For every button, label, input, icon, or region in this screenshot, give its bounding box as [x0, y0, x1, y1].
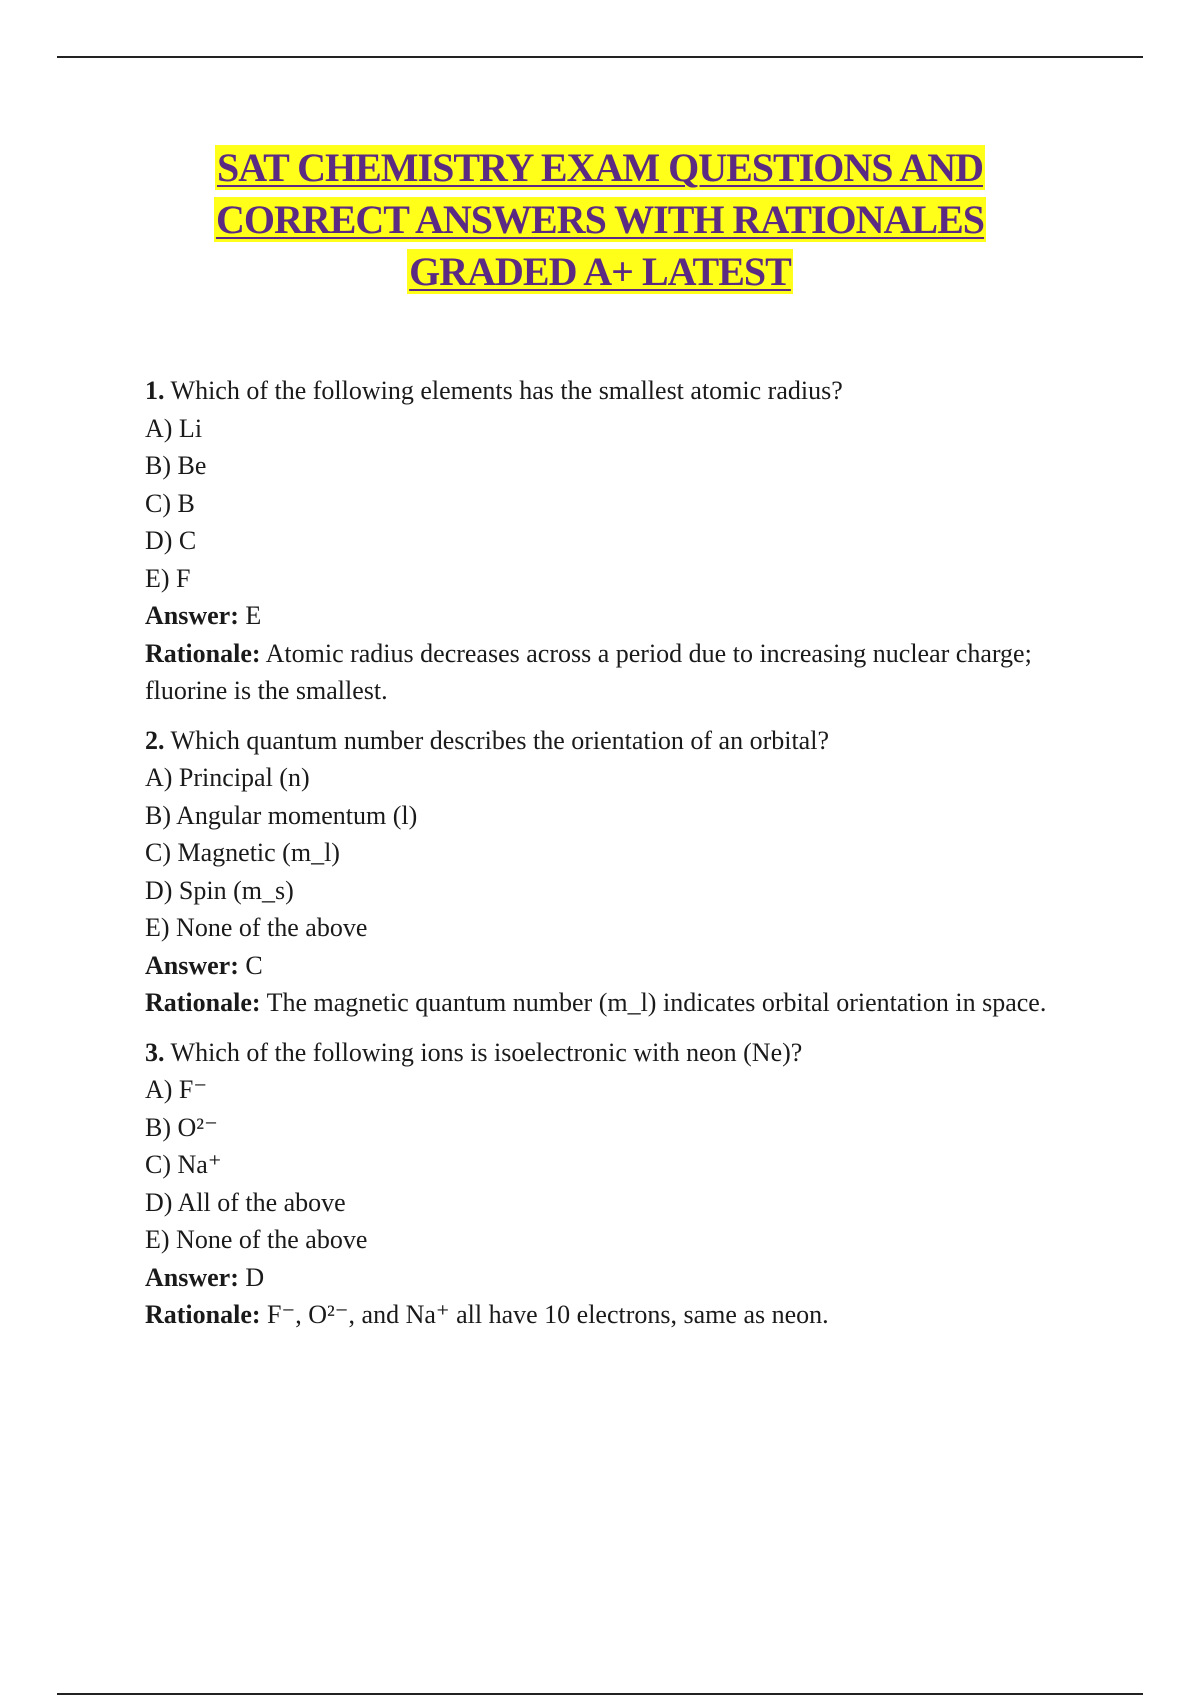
rationale-label: Rationale: — [145, 1300, 261, 1329]
question-1-answer — [145, 597, 1050, 635]
question-2 — [145, 722, 1050, 1022]
rationale-label: Rationale: — [145, 638, 261, 668]
question-3-answer — [145, 1259, 1050, 1297]
question-2-rationale-text: The magnetic quantum number (m_l) indicates orbital orientation in space. — [266, 988, 1047, 1017]
question-1 — [145, 372, 1050, 710]
question-3-option-b: B) O²⁻ — [145, 1112, 218, 1142]
answer-label: Answer: — [145, 601, 239, 630]
answer-label: Answer: — [145, 950, 239, 980]
question-2-text — [145, 722, 1050, 760]
bottom-rule — [57, 1693, 1143, 1695]
question-1-option-a: A) Li — [145, 413, 203, 443]
question-3-option-a: A) F⁻ — [145, 1075, 208, 1104]
question-2-option-c: C) Magnetic (m_l) — [145, 838, 340, 867]
question-1-option-d: D) C — [145, 526, 197, 555]
question-3-prompt: Which of the following ions is isoelectronic with neon (Ne)? — [170, 1037, 803, 1067]
document-title — [0, 142, 1200, 298]
question-1-rationale — [145, 635, 1050, 710]
title-line-1: SAT CHEMISTRY EXAM QUESTIONS AND — [216, 145, 983, 190]
question-list — [145, 372, 1050, 1346]
question-3-rationale — [145, 1296, 1050, 1334]
question-1-rationale-text: Atomic radius decreases across a period due to increasing nuclear charge; fluorine is the smallest. — [145, 638, 1032, 705]
question-2-answer-value: C — [245, 950, 263, 980]
question-2-prompt: Which quantum number describes the orientation of an orbital? — [170, 725, 829, 755]
question-3-option-c: C) Na⁺ — [145, 1150, 222, 1179]
question-3-option-e: E) None of the above — [145, 1225, 368, 1254]
question-2-option-b: B) Angular momentum (l) — [145, 800, 418, 830]
question-1-option-e: E) F — [145, 563, 191, 593]
question-3 — [145, 1034, 1050, 1334]
title-line-2: CORRECT ANSWERS WITH RATIONALES — [215, 197, 985, 242]
top-rule — [57, 56, 1143, 58]
question-2-answer — [145, 947, 1050, 985]
question-3-text — [145, 1034, 1050, 1072]
question-1-answer-value: E — [245, 601, 262, 630]
title-line-3: GRADED A+ LATEST — [409, 249, 791, 294]
question-3-option-d: D) All of the above — [145, 1187, 346, 1217]
question-1-prompt: Which of the following elements has the smallest atomic radius? — [170, 376, 843, 405]
question-1-text — [145, 372, 1050, 410]
question-1-number: 1. — [145, 376, 165, 405]
question-3-answer-value: D — [245, 1262, 265, 1292]
rationale-label: Rationale: — [145, 988, 261, 1017]
question-2-option-a: A) Principal (n) — [145, 763, 310, 792]
question-3-number: 3. — [145, 1037, 165, 1067]
question-2-number: 2. — [145, 725, 165, 755]
question-2-option-e: E) None of the above — [145, 913, 368, 942]
question-2-option-d: D) Spin (m_s) — [145, 875, 294, 905]
answer-label: Answer: — [145, 1262, 239, 1292]
question-1-option-b: B) Be — [145, 451, 207, 480]
question-1-option-c: C) B — [145, 488, 195, 518]
question-2-rationale — [145, 984, 1050, 1022]
question-3-rationale-text: F⁻, O²⁻, and Na⁺ all have 10 electrons, same as neon. — [267, 1300, 829, 1329]
